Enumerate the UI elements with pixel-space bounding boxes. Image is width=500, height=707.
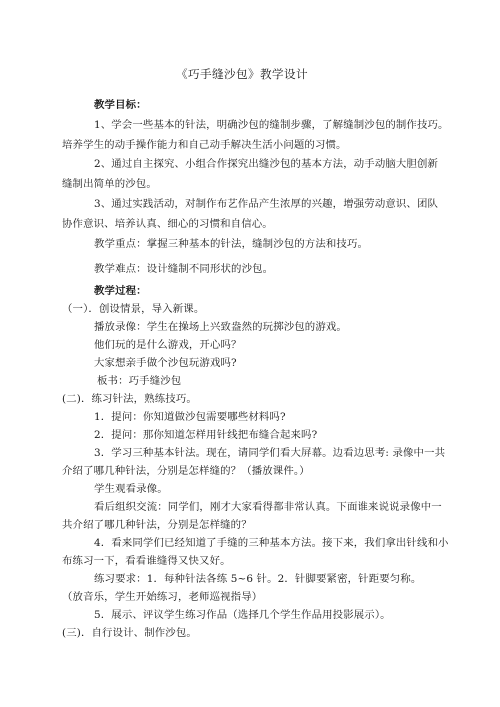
paragraph-line: 他们玩的是什么游戏，开心吗？	[94, 339, 242, 351]
paragraph-line: 4．看来同学们已经知道了手缝的三种基本方法。接下来，我们拿出针线和小	[94, 537, 449, 549]
section-heading-process: 教学过程：	[94, 285, 147, 297]
paragraph-line: 5．展示、评议学生练习作品（选择几个学生作品用投影展示）。	[94, 609, 391, 621]
paragraph-line: 3．学习三种基本针法。现在，请同学们看大屏幕。边看边思考: 录像中一共	[94, 447, 446, 459]
paragraph-line: 练习要求：1．每种针法各练 5~6 针。2．针脚要紧密，针距要匀称。	[94, 573, 422, 585]
paragraph-line: 教学难点：设计缝制不同形状的沙包。	[94, 263, 274, 275]
paragraph-line: 播放录像：学生在操场上兴致盎然的玩掷沙包的游戏。	[94, 321, 347, 333]
paragraph-line: 协作意识、培养认真、细心的习惯和自信心。	[62, 218, 273, 230]
paragraph-line: 2、通过自主探究、小组合作探究出缝沙包的基本方法，动手动脑大胆创新	[94, 158, 439, 170]
section-heading-objectives: 教学目标：	[94, 99, 147, 111]
paragraph-line: (二)．练习针法，熟练技巧。	[62, 393, 197, 405]
paragraph-line: 板书：巧手缝沙包	[97, 375, 182, 387]
paragraph-line: 缝制出简单的沙包。	[62, 178, 157, 190]
paragraph-line: 教学重点：掌握三种基本的针法，缝制沙包的方法和技巧。	[94, 238, 369, 250]
paragraph-line: 1．提问：你知道做沙包需要哪些材料吗?	[94, 411, 286, 423]
paragraph-line: 看后组织交流：同学们，刚才大家看得都非常认真。下面谁来说说录像中一	[94, 501, 442, 513]
paragraph-line: （放音乐，学生开始练习，老师巡视指导）	[62, 591, 263, 603]
paragraph-line: （一）．创设情景，导入新课。	[62, 303, 205, 315]
paragraph-line: 3、通过实践活动，对制作布艺作品产生浓厚的兴趣，增强劳动意识、团队	[94, 198, 439, 210]
paragraph-line: 培养学生的动手操作能力和自己动手解决生活小问题的习惯。	[62, 139, 347, 151]
paragraph-line: 2．提问：那你知道怎样用针线把布缝合起来吗?	[94, 429, 318, 441]
paragraph-line: 学生观看录像。	[94, 483, 168, 495]
paragraph-line: 布练习一下，看看谁缝得又快又好。	[62, 555, 231, 567]
paragraph-line: 共介绍了哪几种针法，分别是怎样缝的？	[62, 519, 252, 531]
paragraph-line: 大家想亲手做个沙包玩游戏吗?	[94, 357, 237, 369]
document-title: 《巧手缝沙包》教学设计	[176, 67, 308, 81]
paragraph-line: 1、学会一些基本的针法，明确沙包的缝制步骤，了解缝制沙包的制作技巧。	[94, 119, 449, 131]
paragraph-line: 介绍了哪几种针法，分别是怎样缝的？（播放课件。）	[62, 465, 310, 477]
paragraph-line: (三)．自行设计、制作沙包。	[62, 627, 197, 639]
